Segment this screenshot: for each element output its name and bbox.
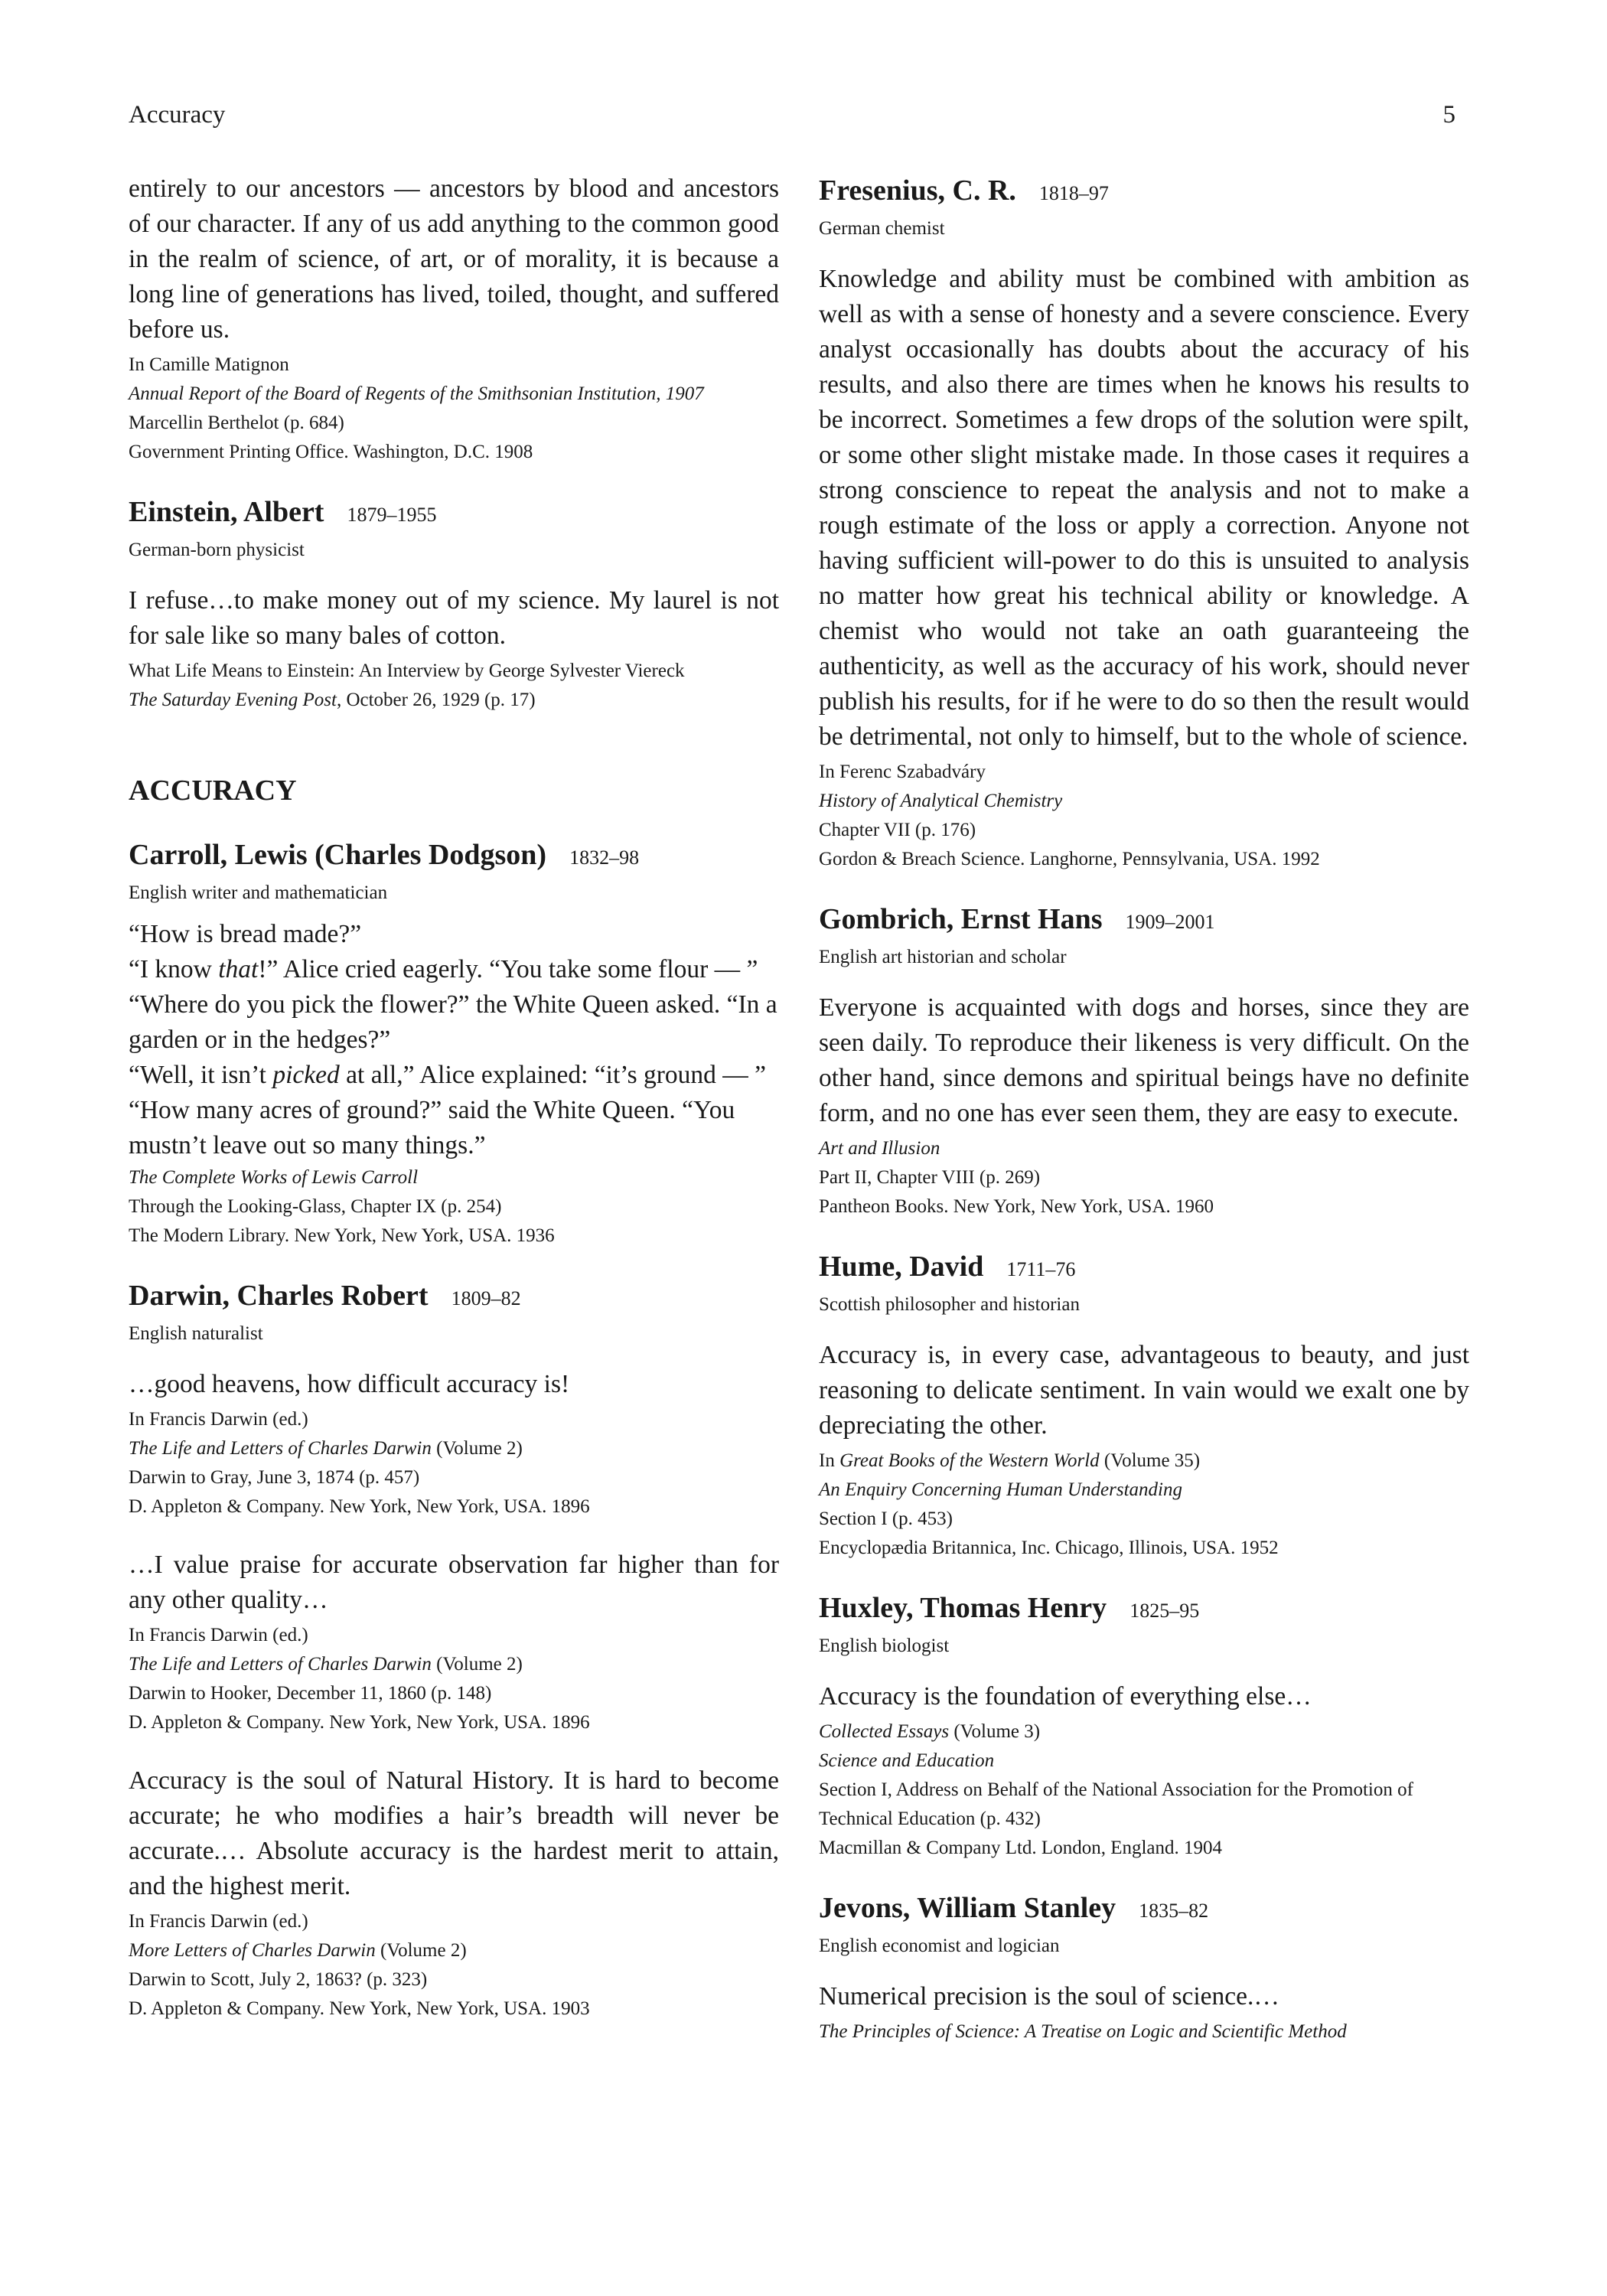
running-header-title: Accuracy: [129, 101, 226, 129]
running-header: [129, 98, 1455, 132]
entry-einstein: [129, 493, 779, 715]
citation-line: Government Printing Office. Washington, D.C. 1908: [129, 442, 533, 462]
citation: [129, 1621, 779, 1737]
left-column: [129, 171, 779, 2024]
author-description: German-born physicist: [129, 540, 305, 560]
dialogue-line: [129, 1058, 779, 1093]
author-dates: 1809–82: [451, 1287, 521, 1309]
citation-title: Science and Education: [819, 1750, 995, 1771]
dialogue-line: [129, 952, 779, 987]
right-column: [819, 171, 1469, 2047]
quote-text: Accuracy is the soul of Natural History. It is hard to become accurate; he who modifies a hair’s breadth will never be accurate.… Absolute accuracy is the hardest merit to attain, and the highest merit.: [129, 1766, 779, 1900]
citation-line: [819, 1717, 1469, 1746]
entry-gombrich: [819, 900, 1469, 1221]
author-name: Carroll, Lewis (Charles Dodgson): [129, 839, 547, 871]
entry-heading: [819, 1247, 1469, 1292]
citation-line: Darwin to Gray, June 3, 1874 (p. 457): [129, 1467, 420, 1488]
continued-entry: [129, 171, 779, 467]
quote-text: Accuracy is, in every case, advantageous to beauty, and just reasoning to delicate sentiment. In vain would we exalt one by depreciating the other.: [819, 1341, 1469, 1440]
author-name: Hume, David: [819, 1251, 984, 1283]
citation: [129, 1907, 779, 2024]
citation-line: Section I, Address on Behalf of the National Association for the Promotion of Technical Education (p. 432): [819, 1779, 1413, 1829]
entry-darwin: [129, 1277, 779, 2024]
entry-heading: [819, 1589, 1469, 1633]
citation-line: Darwin to Hooker, December 11, 1860 (p. 148): [129, 1683, 492, 1704]
quote-text: Everyone is acquainted with dogs and horses, since they are seen daily. To reproduce their likeness is very difficult. On the other hand, since demons and spiritual beings have no definite form, and no one has ever seen them, they are easy to execute.: [819, 993, 1469, 1127]
author-description: English naturalist: [129, 1323, 263, 1344]
citation-line: [129, 1936, 779, 1965]
citation-line: D. Appleton & Company. New York, New York, USA. 1903: [129, 1998, 590, 2019]
citation-line: In Francis Darwin (ed.): [129, 1409, 308, 1430]
citation-line: Chapter VII (p. 176): [819, 820, 976, 840]
author-dates: 1818–97: [1038, 182, 1109, 204]
citation-title: The Life and Letters of Charles Darwin: [129, 1654, 432, 1675]
citation-line: Through the Looking-Glass, Chapter IX (p. 254): [129, 1196, 502, 1217]
citation-title: Art and Illusion: [819, 1138, 940, 1159]
citation-title: More Letters of Charles Darwin: [129, 1940, 376, 1961]
citation-title: Great Books of the Western World: [839, 1450, 1100, 1471]
citation-line: Pantheon Books. New York, New York, USA. 1960: [819, 1196, 1214, 1217]
entry-heading: [819, 900, 1469, 944]
citation: [129, 1405, 779, 1521]
quote-text: …I value praise for accurate observation far higher than for any other quality…: [129, 1551, 779, 1614]
citation-detail: , October 26, 1929 (p. 17): [336, 690, 536, 710]
dialogue-text: “Well, it isn’t: [129, 1061, 273, 1089]
citation-line: Marcellin Berthelot (p. 684): [129, 413, 344, 433]
citation: [819, 1134, 1469, 1221]
entry-heading: [819, 171, 1469, 216]
citation-title: The Life and Letters of Charles Darwin: [129, 1438, 432, 1459]
dialogue-line: “How many acres of ground?” said the White Queen. “You mustn’t leave out so many things.”: [129, 1096, 735, 1159]
citation: [129, 351, 779, 467]
author-dates: 1879–1955: [347, 504, 437, 526]
entry-jevons: [819, 1889, 1469, 2047]
citation-detail: (Volume 2): [375, 1940, 467, 1961]
entry-heading: [129, 1277, 779, 1321]
citation-line: The Modern Library. New York, New York, USA. 1936: [129, 1225, 555, 1246]
citation-line: What Life Means to Einstein: An Interview by George Sylvester Viereck: [129, 660, 685, 681]
author-description: German chemist: [819, 218, 945, 239]
dialogue-emphasis: that: [218, 955, 259, 983]
quote-text: Knowledge and ability must be combined with ambition as well as with a sense of honesty and a severe conscience. Every analyst occasionally has doubts about the accuracy of his results, and also there are times when he knows his results to be incorrect. Sometimes a few drops of the solution were spilt, or some other slight mistake made. In those cases it requires a strong conscience to repeat the analysis and not to make a rough estimate of the loss or apply a correction. Anyone not having sufficient will-power to do this is unsuited to analysis no matter how great his technical ability or knowledge. A chemist who would not take an oath guaranteeing the authenticity, as well as the accuracy of his work, should never publish his results, for if he were to do so then the result would be detrimental, not only to himself, but to the whole of science.: [819, 265, 1469, 751]
author-description: English art historian and scholar: [819, 947, 1067, 967]
author-description: English biologist: [819, 1636, 950, 1656]
author-dates: 1832–98: [569, 846, 640, 869]
citation-detail: (Volume 35): [1099, 1450, 1201, 1471]
entry-heading: [819, 1889, 1469, 1933]
citation: [819, 2017, 1469, 2047]
author-dates: 1825–95: [1129, 1600, 1200, 1622]
citation-title: The Complete Works of Lewis Carroll: [129, 1167, 419, 1188]
dialogue-text: at all,” Alice explained: “it’s ground — ”: [339, 1061, 767, 1089]
author-dates: 1909–2001: [1125, 911, 1215, 933]
citation-line: D. Appleton & Company. New York, New York, USA. 1896: [129, 1712, 590, 1733]
entry-heading: [129, 836, 779, 880]
author-name: Jevons, William Stanley: [819, 1892, 1116, 1924]
citation-title: Annual Report of the Board of Regents of the Smithsonian Institution, 1907: [129, 383, 704, 404]
citation: [819, 1717, 1469, 1863]
citation: [129, 1163, 779, 1251]
citation-title: The Principles of Science: A Treatise on Logic and Scientific Method: [819, 2021, 1347, 2042]
citation-line: Encyclopædia Britannica, Inc. Chicago, Illinois, USA. 1952: [819, 1538, 1279, 1558]
citation-line: Section I (p. 453): [819, 1508, 953, 1529]
citation-line: Macmillan & Company Ltd. London, England. 1904: [819, 1838, 1223, 1858]
dialogue-emphasis: picked: [272, 1061, 340, 1089]
author-name: Einstein, Albert: [129, 496, 324, 528]
entry-fresenius: [819, 171, 1469, 874]
citation-line: Part II, Chapter VIII (p. 269): [819, 1167, 1041, 1188]
quote-text: I refuse…to make money out of my science. My laurel is not for sale like so many bales of cotton.: [129, 586, 779, 650]
dialogue-text: !” Alice cried eagerly. “You take some flour — ”: [258, 955, 758, 983]
citation: [819, 1446, 1469, 1563]
author-description: English writer and mathematician: [129, 882, 388, 903]
entry-hume: [819, 1247, 1469, 1563]
dialogue-line: “Where do you pick the flower?” the White Queen asked. “In a garden or in the hedges?”: [129, 990, 777, 1054]
citation-title: History of Analytical Chemistry: [819, 791, 1063, 811]
citation-line: [819, 1446, 1469, 1476]
citation-line: [129, 686, 779, 715]
citation: [129, 657, 779, 715]
citation-line: Gordon & Breach Science. Langhorne, Pennsylvania, USA. 1992: [819, 849, 1320, 869]
entry-huxley: [819, 1589, 1469, 1863]
author-dates: 1835–82: [1139, 1900, 1209, 1922]
citation-line: In Francis Darwin (ed.): [129, 1911, 308, 1932]
citation-detail: (Volume 2): [431, 1438, 523, 1459]
citation-title: Collected Essays: [819, 1721, 950, 1742]
quote-text: entirely to our ancestors — ancestors by blood and ancestors of our character. If any of us add anything to the common good in the realm of science, of art, or of morality, it is because a long line of generations has lived, toiled, thought, and suffered before us.: [129, 174, 779, 344]
citation: [819, 758, 1469, 874]
citation-line: In Camille Matignon: [129, 354, 289, 375]
dialogue-text: “I know: [129, 955, 219, 983]
page-number: 5: [1442, 101, 1455, 129]
citation-line: In Francis Darwin (ed.): [129, 1625, 308, 1645]
author-dates: 1711–76: [1006, 1258, 1076, 1280]
quote-text: …good heavens, how difficult accuracy is!: [129, 1370, 570, 1398]
author-name: Fresenius, C. R.: [819, 174, 1016, 207]
citation-line: In Ferenc Szabadváry: [819, 762, 986, 782]
quote-text: Numerical precision is the soul of science.…: [819, 1982, 1279, 2011]
entry-heading: [129, 493, 779, 537]
citation-detail: (Volume 3): [949, 1721, 1041, 1742]
section-title: ACCURACY: [129, 775, 297, 807]
citation-line: [129, 1434, 779, 1463]
entry-carroll: [129, 836, 779, 1251]
citation-title: The Saturday Evening Post: [129, 690, 337, 710]
citation-line: [129, 1650, 779, 1679]
author-name: Gombrich, Ernst Hans: [819, 903, 1103, 935]
citation-detail: (Volume 2): [431, 1654, 523, 1675]
dialogue-line: “How is bread made?”: [129, 920, 362, 948]
author-description: English economist and logician: [819, 1936, 1060, 1956]
author-name: Huxley, Thomas Henry: [819, 1592, 1107, 1624]
citation-line: D. Appleton & Company. New York, New York, USA. 1896: [129, 1496, 590, 1517]
author-name: Darwin, Charles Robert: [129, 1280, 429, 1312]
quote-text: Accuracy is the foundation of everything else…: [819, 1682, 1312, 1711]
citation-title: An Enquiry Concerning Human Understanding: [819, 1479, 1182, 1500]
author-description: Scottish philosopher and historian: [819, 1294, 1080, 1315]
citation-detail: In: [819, 1450, 840, 1471]
citation-line: Darwin to Scott, July 2, 1863? (p. 323): [129, 1969, 428, 1990]
